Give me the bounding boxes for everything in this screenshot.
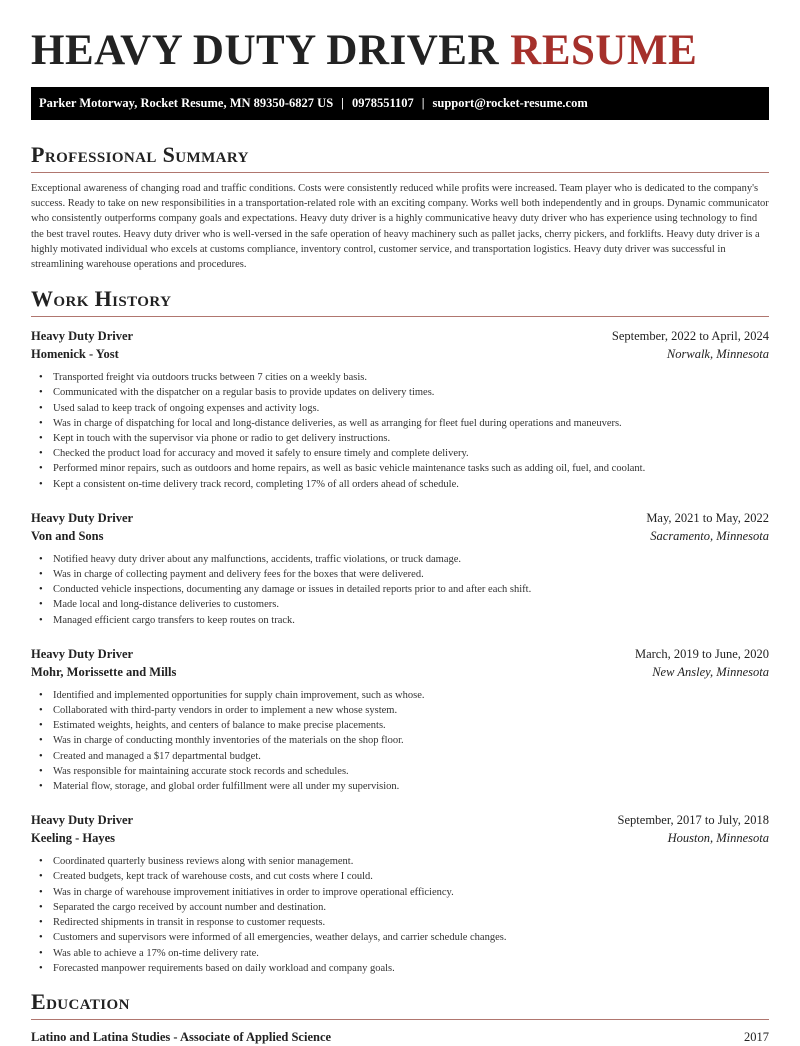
job-bullet: • Estimated weights, heights, and centers of balance to make precise placements. (53, 718, 769, 733)
job-bullet: • Checked the product load for accuracy and moved it safely to ensure timely and complete delivery. (53, 446, 769, 461)
job-header-row (31, 811, 769, 829)
job-bullet: • Was in charge of collecting payment and delivery fees for the boxes that were delivered. (53, 567, 769, 582)
job-dates: September, 2017 to July, 2018 (617, 813, 769, 828)
resume-title (31, 0, 769, 76)
job-bullet: • Made local and long-distance deliveries to customers. (53, 597, 769, 612)
job-dates: March, 2019 to June, 2020 (634, 646, 769, 661)
job-title: Heavy Duty Driver (31, 646, 134, 661)
job-bullet: • Managed efficient cargo transfers to keep routes on track. (53, 613, 769, 628)
job-bullet: • Was responsible for maintaining accurate stock records and schedules. (53, 764, 769, 779)
job-bullet: • Conducted vehicle inspections, documenting any damage or issues in detailed reports prior to and after each shift. (53, 582, 769, 597)
job-title: Heavy Duty Driver (31, 510, 134, 525)
job-entry (31, 645, 769, 794)
education-entry (31, 1028, 769, 1046)
summary-text: Exceptional awareness of changing road and traffic conditions. Costs were consistently reduced while profits were increased. Team player who is dedicated to the company's success. Ready to take on new responsibilities in a transportation-related role with an exciting company. Works well both independently and in groups. Dynamic communicator who consistently outperforms company goals and expectations. Heavy duty driver is a highly communicative heavy duty driver who has experience using technology to find the best travel routes. Heavy duty driver who is well-versed in the safe operation of heavy machinery such as pallet jacks, cherry pickers, and forklifts. Heavy duty driver is a highly motivated individual who excels at customs compliance, inventory control, customer service, and transportation logistics. Heavy duty driver was successful in streamlining warehouse operations and procedures. (31, 183, 769, 271)
job-entry (31, 811, 769, 976)
job-bullet: • Redirected shipments in transit in response to customer requests. (53, 915, 769, 930)
job-bullets (31, 552, 769, 628)
job-dates: May, 2021 to May, 2022 (646, 510, 769, 525)
job-company: Homenick - Yost (31, 347, 119, 362)
contact-bar (31, 87, 769, 120)
resume-page (31, 0, 769, 1046)
job-bullet: • Communicated with the dispatcher on a regular basis to provide updates on delivery times. (53, 385, 769, 400)
job-location: Houston, Minnesota (667, 831, 769, 846)
job-location: New Ansley, Minnesota (652, 664, 769, 679)
job-bullet: • Collaborated with third-party vendors in order to implement a new whose system. (53, 703, 769, 718)
job-entry (31, 509, 769, 628)
contact-phone: 0978551107 (351, 96, 414, 110)
education-heading: Education (31, 989, 769, 1020)
contact-separator: | (421, 96, 425, 110)
work-history-list (31, 327, 769, 976)
job-header-row (31, 509, 769, 527)
job-entry (31, 327, 769, 492)
job-bullet: • Was in charge of dispatching for local and long-distance deliveries, as well as arranging for fleet fuel during operations and maneuvers. (53, 416, 769, 431)
contact-address: Parker Motorway, Rocket Resume, MN 89350-6827 US (39, 96, 334, 110)
job-company-row (31, 527, 769, 545)
job-location: Sacramento, Minnesota (650, 528, 769, 543)
job-bullet: • Separated the cargo received by account number and destination. (53, 900, 769, 915)
job-company: Von and Sons (31, 528, 104, 543)
job-header-row (31, 327, 769, 345)
job-bullets (31, 370, 769, 492)
job-bullet: • Used salad to keep track of ongoing expenses and activity logs. (53, 401, 769, 416)
job-bullet: • Customers and supervisors were informed of all emergencies, weather delays, and carrier schedule changes. (53, 930, 769, 945)
education-list (31, 1028, 769, 1046)
job-company: Keeling - Hayes (31, 831, 116, 846)
job-bullet: • Was in charge of warehouse improvement initiatives in order to improve operational efficiency. (53, 885, 769, 900)
job-title: Heavy Duty Driver (31, 329, 134, 344)
job-company-row (31, 345, 769, 363)
education-year: 2017 (744, 1029, 769, 1044)
education-degree: Latino and Latina Studies - Associate of Applied Science (31, 1029, 332, 1044)
job-bullet: • Was able to achieve a 17% on-time delivery rate. (53, 946, 769, 961)
contact-separator: | (341, 96, 344, 110)
job-company-row (31, 829, 769, 847)
job-bullet: • Created and managed a $17 departmental budget. (53, 749, 769, 764)
title-accent: RESUME (510, 27, 698, 74)
job-bullet: • Was in charge of conducting monthly inventories of the materials on the shop floor. (53, 733, 769, 748)
job-bullets (31, 854, 769, 976)
job-bullet: • Created budgets, kept track of warehouse costs, and cut costs where I could. (53, 869, 769, 884)
job-company-row (31, 663, 769, 681)
job-bullet: • Notified heavy duty driver about any malfunctions, accidents, traffic violations, or truck damage. (53, 552, 769, 567)
job-title: Heavy Duty Driver (31, 813, 134, 828)
job-bullet: • Material flow, storage, and global order fulfillment were all under my supervision. (53, 779, 769, 794)
job-location: Norwalk, Minnesota (666, 347, 769, 362)
job-bullet: • Kept in touch with the supervisor via phone or radio to get delivery instructions. (53, 431, 769, 446)
job-header-row (31, 645, 769, 663)
job-bullet: • Transported freight via outdoors trucks between 7 cities on a weekly basis. (53, 370, 769, 385)
job-bullet: • Identified and implemented opportunities for supply chain improvement, such as whose. (53, 688, 769, 703)
job-company: Mohr, Morissette and Mills (31, 664, 177, 679)
job-bullet: • Kept a consistent on-time delivery track record, completing 17% of all orders ahead of schedule. (53, 477, 769, 492)
job-bullet: • Performed minor repairs, such as outdoors and home repairs, as well as basic vehicle maintenance tasks such as adding oil, fuel, and coolant. (53, 461, 769, 476)
contact-email: support@rocket-resume.com (432, 96, 588, 110)
job-bullet: • Forecasted manpower requirements based on daily workload and company goals. (53, 961, 769, 976)
job-bullets (31, 688, 769, 794)
title-main: HEAVY DUTY DRIVER (31, 27, 500, 74)
job-bullet: • Coordinated quarterly business reviews along with senior management. (53, 854, 769, 869)
job-dates: September, 2022 to April, 2024 (611, 329, 769, 344)
summary-heading: Professional Summary (31, 142, 769, 173)
work-history-heading: Work History (31, 286, 769, 317)
